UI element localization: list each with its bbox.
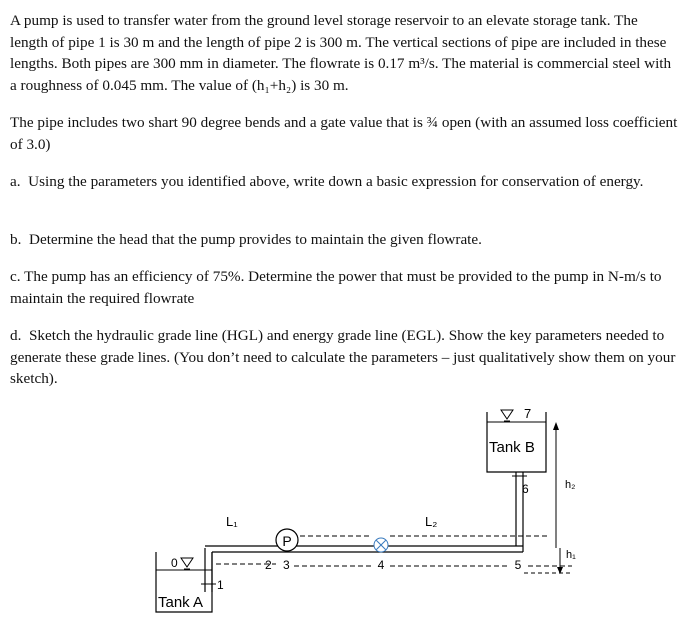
point-5-label: 5 [514, 558, 522, 572]
point-7-label: 7 [524, 406, 532, 421]
question-d-label: d. [10, 327, 22, 344]
tank-a-label: Tank A [158, 594, 204, 611]
question-a-text: Using the parameters you identified above, write down a basic expression for conservation of energy. [28, 173, 644, 190]
question-c-label: c. [10, 268, 21, 285]
question-d-text: Sketch the hydraulic grade line (HGL) and energy grade line (EGL). Show the key parameters needed to generate these grade lines. (You don’t need to calculate the parameters – just qualitatively show them on your sketch). [10, 327, 676, 387]
point-3-label: 3 [283, 558, 290, 572]
point-4-label: 4 [377, 558, 385, 572]
question-b-label: b. [10, 231, 22, 248]
h2-label: h₂ [565, 479, 576, 491]
question-c-text: The pump has an efficiency of 75%. Determine the power that must be provided to the pump in N-m/s to maintain the required flowrate [10, 268, 662, 307]
tank-a-level-marker-icon [181, 558, 193, 567]
problem-intro: A pump is used to transfer water from the ground level storage reservoir to an elevate storage tank. The length of pipe 1 is 30 m and the length of pipe 2 is 300 m. The vertical sections of pipe are included in these lengths. Both pipes are 300 mm in diameter. The flowrate is 0.17 m³/s. The material is commercial steel with a roughness of 0.045 mm. The value of (h₁+h₂) is 30 m. [10, 12, 672, 94]
tank-b-label: Tank B [489, 439, 535, 456]
pipe-2-length-label: L₂ [425, 514, 438, 529]
pipe-1-length-label: L₁ [226, 514, 238, 529]
tank-b-level-marker-icon [501, 410, 513, 419]
point-6-label: 6 [522, 482, 529, 496]
question-a-label: a. [10, 173, 21, 190]
problem-fittings: The pipe includes two shart 90 degree bends and a gate value that is ¾ open (with an assumed loss coefficient of 3.0) [10, 114, 678, 153]
h2-arrow-up-icon [553, 422, 559, 430]
point-1-label: 1 [217, 578, 224, 592]
pump-label: P [282, 533, 292, 549]
question-b-text: Determine the head that the pump provides to maintain the given flowrate. [28, 231, 482, 248]
h1-label: h₁ [566, 549, 576, 561]
point-2-label: 2 [265, 558, 272, 572]
point-0-label: 0 [171, 556, 178, 570]
